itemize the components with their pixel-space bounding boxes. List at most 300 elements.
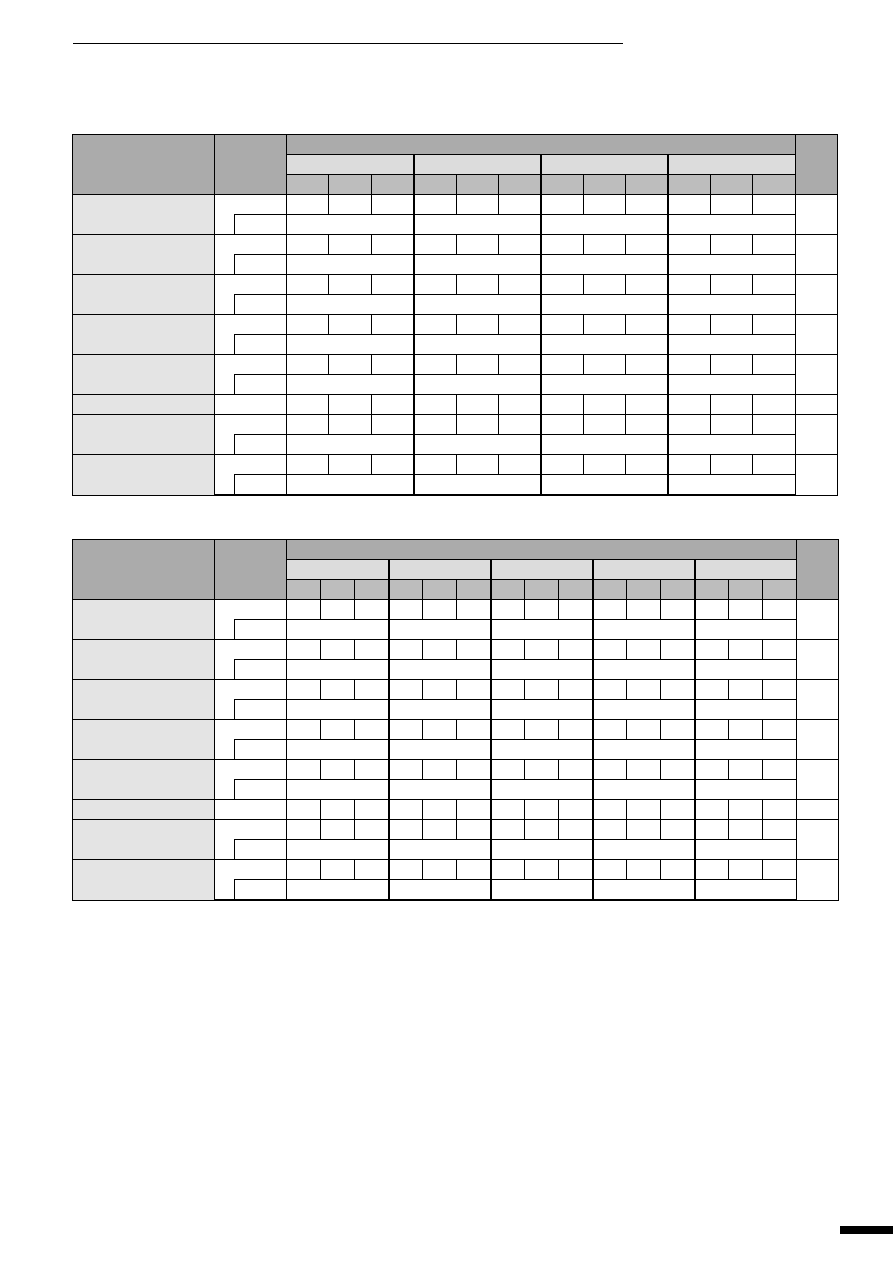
- row-subunit: [235, 700, 287, 720]
- group-value-cell: [287, 335, 414, 355]
- group-value-cell: [287, 295, 414, 315]
- value-cell: [321, 720, 355, 740]
- group-value-cell: [389, 700, 491, 720]
- value-cell: [287, 680, 321, 700]
- group-value-cell: [541, 475, 668, 496]
- value-cell: [763, 760, 797, 780]
- value-cell: [457, 600, 491, 620]
- value-cell: [695, 820, 729, 840]
- value-cell: [626, 195, 668, 215]
- value-cell: [626, 415, 668, 435]
- value-cell: [661, 600, 695, 620]
- value-cell: [661, 680, 695, 700]
- row-unit-spacer: [215, 840, 235, 860]
- value-cell: [695, 680, 729, 700]
- group-value-cell: [668, 475, 795, 496]
- table-row: [73, 760, 839, 780]
- row-subunit: [235, 620, 287, 640]
- value-cell: [593, 680, 627, 700]
- header-item: [73, 135, 215, 195]
- row-label: [73, 640, 215, 680]
- group-value-cell: [541, 215, 668, 235]
- value-cell: [593, 720, 627, 740]
- right-cell: [797, 820, 839, 860]
- group-value-cell: [414, 435, 541, 455]
- header-right: [797, 540, 839, 600]
- group-value-cell: [287, 700, 389, 720]
- value-cell: [668, 455, 710, 475]
- group-value-cell: [414, 335, 541, 355]
- group-value-cell: [389, 620, 491, 640]
- value-cell: [627, 640, 661, 660]
- value-cell: [355, 600, 389, 620]
- group-value-cell: [491, 780, 593, 800]
- value-cell: [668, 235, 710, 255]
- value-cell: [626, 455, 668, 475]
- value-cell: [525, 800, 559, 820]
- value-cell: [491, 640, 525, 660]
- value-cell: [371, 355, 413, 375]
- value-cell: [763, 640, 797, 660]
- row-subunit: [235, 335, 287, 355]
- value-cell: [456, 275, 498, 295]
- value-cell: [329, 235, 371, 255]
- value-cell: [371, 275, 413, 295]
- value-cell: [389, 800, 423, 820]
- header-unit: [215, 135, 287, 195]
- group-header: [414, 155, 541, 175]
- group-value-cell: [287, 660, 389, 680]
- value-cell: [355, 680, 389, 700]
- row-unit: [215, 640, 287, 660]
- value-cell: [661, 640, 695, 660]
- table-row: [73, 415, 838, 435]
- group-value-cell: [287, 435, 414, 455]
- value-cell: [559, 720, 593, 740]
- row-unit: [215, 600, 287, 620]
- right-cell: [795, 355, 837, 395]
- value-cell: [457, 800, 491, 820]
- row-unit-spacer: [215, 620, 235, 640]
- value-cell: [457, 640, 491, 660]
- value-cell: [287, 760, 321, 780]
- data-table-2: [72, 539, 839, 901]
- value-cell: [457, 720, 491, 740]
- row-unit-spacer: [215, 375, 235, 395]
- value-cell: [423, 720, 457, 740]
- value-cell: [287, 820, 321, 840]
- value-cell: [491, 720, 525, 740]
- group-value-cell: [414, 295, 541, 315]
- value-cell: [499, 275, 541, 295]
- group-value-cell: [668, 375, 795, 395]
- value-cell: [491, 820, 525, 840]
- value-cell: [729, 600, 763, 620]
- page-edge-tab: [840, 1226, 893, 1234]
- value-cell: [583, 395, 625, 415]
- row-label: [73, 760, 215, 800]
- right-cell: [795, 195, 837, 235]
- value-cell: [355, 640, 389, 660]
- row-label: [73, 680, 215, 720]
- value-cell: [753, 275, 795, 295]
- header-right: [795, 135, 837, 195]
- value-cell: [499, 315, 541, 335]
- subcolumn-header: [423, 580, 457, 600]
- value-cell: [541, 315, 583, 335]
- row-unit: [215, 680, 287, 700]
- value-cell: [456, 455, 498, 475]
- value-cell: [423, 860, 457, 880]
- right-cell: [795, 395, 837, 415]
- value-cell: [423, 820, 457, 840]
- group-value-cell: [491, 620, 593, 640]
- value-cell: [541, 415, 583, 435]
- value-cell: [763, 820, 797, 840]
- value-cell: [525, 720, 559, 740]
- row-unit: [215, 395, 287, 415]
- group-value-cell: [593, 660, 695, 680]
- value-cell: [329, 275, 371, 295]
- value-cell: [729, 680, 763, 700]
- value-cell: [729, 720, 763, 740]
- subcolumn-header: [414, 175, 456, 195]
- header-span-title: [287, 135, 796, 155]
- row-unit: [215, 760, 287, 780]
- table-row: [73, 720, 839, 740]
- value-cell: [627, 680, 661, 700]
- value-cell: [525, 760, 559, 780]
- value-cell: [541, 455, 583, 475]
- value-cell: [583, 455, 625, 475]
- group-value-cell: [695, 740, 797, 760]
- group-value-cell: [491, 880, 593, 901]
- value-cell: [287, 315, 329, 335]
- value-cell: [541, 355, 583, 375]
- value-cell: [287, 720, 321, 740]
- value-cell: [423, 640, 457, 660]
- row-unit: [215, 275, 287, 295]
- value-cell: [457, 680, 491, 700]
- value-cell: [371, 455, 413, 475]
- row-label: [73, 820, 215, 860]
- value-cell: [389, 680, 423, 700]
- value-cell: [321, 680, 355, 700]
- group-value-cell: [414, 475, 541, 496]
- value-cell: [710, 235, 752, 255]
- value-cell: [583, 275, 625, 295]
- group-value-cell: [695, 660, 797, 680]
- right-cell: [797, 600, 839, 640]
- value-cell: [414, 395, 456, 415]
- value-cell: [525, 820, 559, 840]
- subcolumn-header: [499, 175, 541, 195]
- subcolumn-header: [559, 580, 593, 600]
- value-cell: [491, 860, 525, 880]
- value-cell: [593, 820, 627, 840]
- right-cell: [797, 720, 839, 760]
- value-cell: [710, 195, 752, 215]
- group-value-cell: [287, 620, 389, 640]
- value-cell: [423, 600, 457, 620]
- value-cell: [321, 800, 355, 820]
- group-value-cell: [593, 740, 695, 760]
- value-cell: [763, 680, 797, 700]
- subcolumn-header: [593, 580, 627, 600]
- value-cell: [710, 415, 752, 435]
- value-cell: [371, 415, 413, 435]
- value-cell: [763, 860, 797, 880]
- value-cell: [661, 800, 695, 820]
- value-cell: [287, 415, 329, 435]
- row-label: [73, 195, 215, 235]
- value-cell: [414, 455, 456, 475]
- value-cell: [668, 275, 710, 295]
- value-cell: [287, 640, 321, 660]
- subcolumn-header: [583, 175, 625, 195]
- group-value-cell: [491, 660, 593, 680]
- right-cell: [797, 760, 839, 800]
- value-cell: [627, 720, 661, 740]
- value-cell: [414, 355, 456, 375]
- subcolumn-header: [287, 175, 329, 195]
- value-cell: [753, 355, 795, 375]
- subcolumn-header: [626, 175, 668, 195]
- value-cell: [593, 800, 627, 820]
- group-value-cell: [695, 700, 797, 720]
- value-cell: [729, 640, 763, 660]
- row-label: [73, 415, 215, 455]
- subcolumn-header: [729, 580, 763, 600]
- value-cell: [491, 680, 525, 700]
- value-cell: [321, 600, 355, 620]
- value-cell: [491, 600, 525, 620]
- group-value-cell: [668, 335, 795, 355]
- row-unit: [215, 455, 287, 475]
- value-cell: [499, 355, 541, 375]
- row-subunit: [235, 740, 287, 760]
- data-table-1: [72, 134, 838, 496]
- value-cell: [626, 395, 668, 415]
- value-cell: [457, 760, 491, 780]
- value-cell: [321, 820, 355, 840]
- group-value-cell: [541, 435, 668, 455]
- right-cell: [797, 680, 839, 720]
- value-cell: [668, 395, 710, 415]
- row-unit-spacer: [215, 660, 235, 680]
- value-cell: [456, 195, 498, 215]
- value-cell: [583, 415, 625, 435]
- value-cell: [668, 315, 710, 335]
- value-cell: [355, 760, 389, 780]
- value-cell: [371, 395, 413, 415]
- header-span-title: [287, 540, 797, 560]
- value-cell: [287, 275, 329, 295]
- value-cell: [456, 315, 498, 335]
- row-label: [73, 395, 215, 415]
- value-cell: [287, 195, 329, 215]
- group-value-cell: [695, 620, 797, 640]
- header-item: [73, 540, 215, 600]
- value-cell: [371, 235, 413, 255]
- value-cell: [626, 275, 668, 295]
- subcolumn-header: [541, 175, 583, 195]
- subcolumn-header: [355, 580, 389, 600]
- group-value-cell: [668, 215, 795, 235]
- subcolumn-header: [627, 580, 661, 600]
- group-value-cell: [491, 740, 593, 760]
- row-unit-spacer: [215, 435, 235, 455]
- group-value-cell: [287, 215, 414, 235]
- value-cell: [753, 235, 795, 255]
- row-unit-spacer: [215, 215, 235, 235]
- value-cell: [763, 600, 797, 620]
- right-cell: [795, 315, 837, 355]
- group-value-cell: [491, 700, 593, 720]
- value-cell: [626, 355, 668, 375]
- right-cell: [795, 455, 837, 496]
- value-cell: [541, 395, 583, 415]
- group-value-cell: [389, 840, 491, 860]
- value-cell: [491, 800, 525, 820]
- group-value-cell: [287, 880, 389, 901]
- table-row: [73, 275, 838, 295]
- subcolumn-header: [371, 175, 413, 195]
- value-cell: [729, 800, 763, 820]
- row-subunit: [235, 880, 287, 901]
- row-label: [73, 455, 215, 496]
- value-cell: [499, 195, 541, 215]
- right-cell: [795, 235, 837, 275]
- subcolumn-header: [753, 175, 795, 195]
- subcolumn-header: [710, 175, 752, 195]
- value-cell: [525, 640, 559, 660]
- value-cell: [559, 640, 593, 660]
- value-cell: [593, 860, 627, 880]
- table-row: [73, 600, 839, 620]
- value-cell: [583, 235, 625, 255]
- group-value-cell: [668, 255, 795, 275]
- subcolumn-header: [287, 580, 321, 600]
- subcolumn-header: [695, 580, 729, 600]
- value-cell: [321, 860, 355, 880]
- subcolumn-header: [491, 580, 525, 600]
- group-value-cell: [593, 780, 695, 800]
- row-subunit: [235, 435, 287, 455]
- value-cell: [627, 860, 661, 880]
- value-cell: [695, 600, 729, 620]
- group-header: [389, 560, 491, 580]
- value-cell: [287, 600, 321, 620]
- value-cell: [329, 455, 371, 475]
- subcolumn-header: [668, 175, 710, 195]
- page-title-rule: [73, 43, 623, 44]
- value-cell: [525, 860, 559, 880]
- value-cell: [371, 195, 413, 215]
- group-value-cell: [668, 295, 795, 315]
- value-cell: [668, 415, 710, 435]
- row-unit: [215, 195, 287, 215]
- value-cell: [583, 315, 625, 335]
- row-unit-spacer: [215, 740, 235, 760]
- row-unit: [215, 720, 287, 740]
- row-subunit: [235, 840, 287, 860]
- subcolumn-header: [321, 580, 355, 600]
- table-row: [73, 860, 839, 880]
- group-value-cell: [389, 880, 491, 901]
- row-unit-spacer: [215, 255, 235, 275]
- subcolumn-header: [763, 580, 797, 600]
- value-cell: [559, 820, 593, 840]
- row-subunit: [235, 255, 287, 275]
- value-cell: [329, 355, 371, 375]
- group-value-cell: [287, 780, 389, 800]
- value-cell: [355, 720, 389, 740]
- value-cell: [763, 720, 797, 740]
- value-cell: [499, 395, 541, 415]
- group-value-cell: [389, 660, 491, 680]
- value-cell: [695, 800, 729, 820]
- value-cell: [710, 355, 752, 375]
- value-cell: [457, 820, 491, 840]
- table-row: [73, 315, 838, 335]
- row-unit: [215, 800, 287, 820]
- value-cell: [729, 820, 763, 840]
- value-cell: [695, 860, 729, 880]
- value-cell: [355, 860, 389, 880]
- group-value-cell: [491, 840, 593, 860]
- value-cell: [371, 315, 413, 335]
- group-value-cell: [668, 435, 795, 455]
- value-cell: [414, 235, 456, 255]
- value-cell: [355, 800, 389, 820]
- row-unit: [215, 860, 287, 880]
- value-cell: [710, 455, 752, 475]
- value-cell: [389, 860, 423, 880]
- value-cell: [456, 355, 498, 375]
- value-cell: [559, 680, 593, 700]
- table-row: [73, 355, 838, 375]
- value-cell: [626, 235, 668, 255]
- value-cell: [729, 760, 763, 780]
- value-cell: [456, 395, 498, 415]
- value-cell: [321, 760, 355, 780]
- value-cell: [710, 395, 752, 415]
- row-subunit: [235, 660, 287, 680]
- value-cell: [627, 760, 661, 780]
- value-cell: [329, 315, 371, 335]
- value-cell: [661, 820, 695, 840]
- group-value-cell: [695, 840, 797, 860]
- value-cell: [456, 415, 498, 435]
- value-cell: [559, 760, 593, 780]
- row-unit: [215, 315, 287, 335]
- value-cell: [627, 820, 661, 840]
- value-cell: [499, 455, 541, 475]
- value-cell: [661, 760, 695, 780]
- row-label: [73, 720, 215, 760]
- value-cell: [753, 455, 795, 475]
- value-cell: [287, 355, 329, 375]
- row-label: [73, 315, 215, 355]
- group-value-cell: [287, 840, 389, 860]
- subcolumn-header: [329, 175, 371, 195]
- row-unit: [215, 235, 287, 255]
- row-subunit: [235, 475, 287, 496]
- row-subunit: [235, 295, 287, 315]
- group-value-cell: [695, 780, 797, 800]
- group-value-cell: [593, 880, 695, 901]
